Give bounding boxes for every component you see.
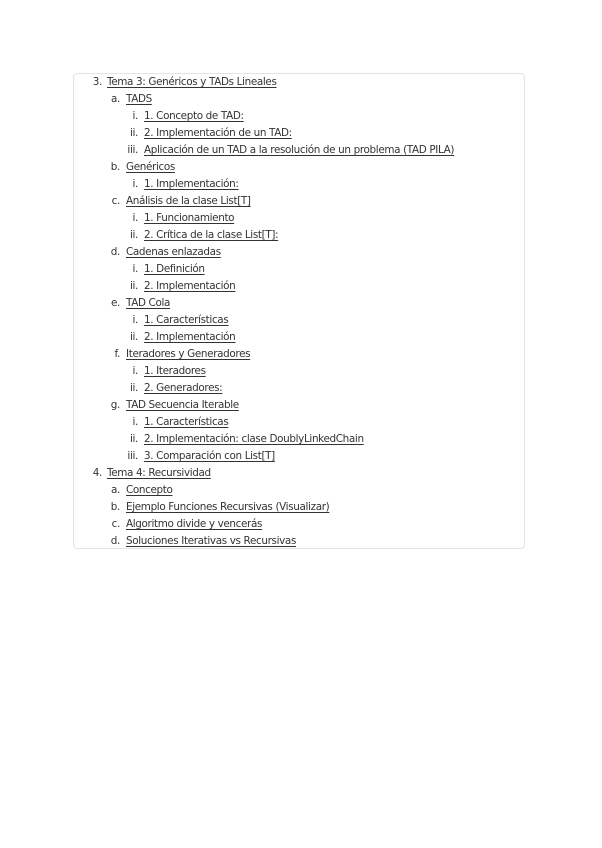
toc-link-aplicacion-tad-pila[interactable]: Aplicación de un TAD a la resolución de un problema (TAD PILA) [144, 144, 455, 156]
toc-marker: i. [132, 110, 138, 122]
toc-link-divide-venceras[interactable]: Algoritmo divide y vencerás [126, 518, 263, 530]
toc-marker: i. [132, 178, 138, 190]
toc-marker: ii. [129, 382, 138, 394]
toc-link-cola-caracteristicas[interactable]: 1. Características [144, 314, 229, 326]
toc-link-cadenas-implementacion[interactable]: 2. Implementación [144, 280, 236, 292]
toc-marker: d. [110, 246, 120, 258]
toc-marker: i. [132, 212, 138, 224]
toc-link-tad-cola[interactable]: TAD Cola [126, 297, 171, 309]
toc-link-secuencia-caracteristicas[interactable]: 1. Características [144, 416, 229, 428]
toc-marker: iii. [127, 144, 138, 156]
toc-link-tads[interactable]: TADS [126, 93, 152, 105]
toc-marker: ii. [129, 127, 138, 139]
toc-marker: 3. [92, 76, 102, 88]
toc-marker: ii. [129, 331, 138, 343]
toc-marker: i. [132, 314, 138, 326]
toc-marker: i. [132, 263, 138, 275]
toc-link-tema-4[interactable]: Tema 4: Recursividad [107, 467, 211, 479]
toc-link-definicion[interactable]: 1. Definición [144, 263, 205, 275]
toc-link-genericos[interactable]: Genéricos [126, 161, 175, 173]
toc-marker: c. [111, 518, 120, 530]
toc-link-comparacion-list[interactable]: 3. Comparación con List[T] [144, 450, 275, 462]
toc-link-iteradores[interactable]: 1. Iteradores [144, 365, 206, 377]
toc-link-iteradores-generadores[interactable]: Iteradores y Generadores [126, 348, 251, 360]
toc-link-doubly-linked-chain[interactable]: 2. Implementación: clase DoublyLinkedChain [144, 433, 364, 445]
toc-marker: f. [114, 348, 120, 360]
toc-marker: b. [110, 161, 120, 173]
toc-marker: g. [110, 399, 120, 411]
toc-marker: e. [111, 297, 120, 309]
toc-link-critica-list[interactable]: 2. Crítica de la clase List[T]: [144, 229, 279, 241]
toc-link-tad-secuencia-iterable[interactable]: TAD Secuencia Iterable [126, 399, 239, 411]
toc-link-genericos-implementacion[interactable]: 1. Implementación: [144, 178, 239, 190]
toc-link-analisis-list[interactable]: Análisis de la clase List[T] [126, 195, 251, 207]
toc-link-cadenas-enlazadas[interactable]: Cadenas enlazadas [126, 246, 221, 258]
toc-marker: i. [132, 416, 138, 428]
toc-marker: i. [132, 365, 138, 377]
toc-marker: ii. [129, 229, 138, 241]
toc-link-funcionamiento[interactable]: 1. Funcionamiento [144, 212, 235, 224]
toc-marker: c. [111, 195, 120, 207]
toc-marker: b. [110, 501, 120, 513]
toc-marker: ii. [129, 433, 138, 445]
toc-marker: a. [111, 484, 120, 496]
toc-marker: 4. [92, 467, 102, 479]
toc-marker: a. [111, 93, 120, 105]
toc-marker: d. [110, 535, 120, 547]
toc-link-cola-implementacion[interactable]: 2. Implementación [144, 331, 236, 343]
toc-marker: ii. [129, 280, 138, 292]
toc-link-concepto-tad[interactable]: 1. Concepto de TAD: [144, 110, 244, 122]
toc-link-soluciones-iterativas-recursivas[interactable]: Soluciones Iterativas vs Recursivas [126, 535, 297, 547]
toc-link-ejemplo-funciones-recursivas[interactable]: Ejemplo Funciones Recursivas (Visualizar) [126, 501, 330, 513]
toc-marker: iii. [127, 450, 138, 462]
toc-link-implementacion-tad[interactable]: 2. Implementación de un TAD: [144, 127, 292, 139]
toc-link-generadores[interactable]: 2. Generadores: [144, 382, 223, 394]
toc-link-tema-3[interactable]: Tema 3: Genéricos y TADs Lineales [107, 76, 277, 88]
toc-link-concepto[interactable]: Concepto [126, 484, 173, 496]
